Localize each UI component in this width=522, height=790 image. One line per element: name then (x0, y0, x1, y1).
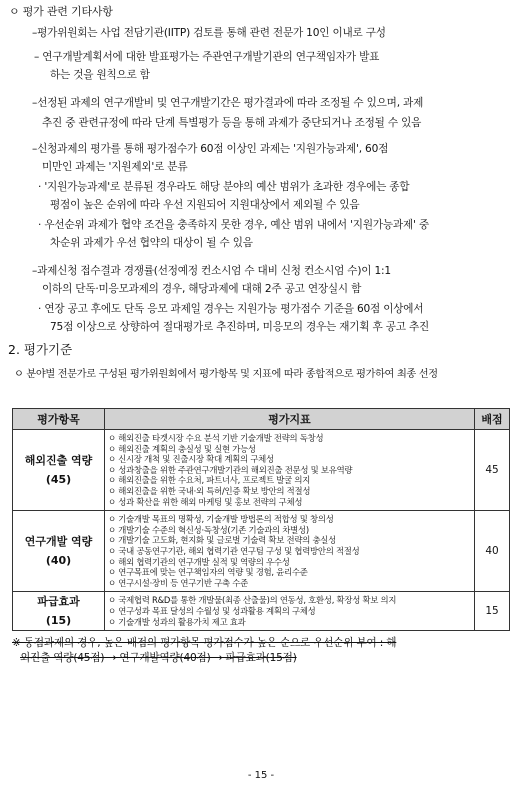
indicator-cell (105, 592, 475, 631)
indicator-item: ㅇ 성과창출을 위한 주관연구개발기관의 해외진출 전문성 및 보유역량 (108, 464, 353, 475)
table-row (13, 592, 510, 631)
category-name: 해외진출 역량 (24, 454, 93, 468)
note-line: –신청과제의 평가를 통해 평가점수가 60점 이상인 과제는 '지원가능과제', 60점 (32, 143, 389, 155)
note-line: 75점 이상으로 상향하여 절대평가로 추진하며, 미응모의 경우는 재기획 후 공고 추진 (50, 321, 430, 333)
category-cell (13, 430, 105, 511)
indicator-cell (105, 430, 475, 511)
footnote-line: ※ 동점과제의 경우, 높은 배점의 평가항목 평가점수가 높은 순으로 우선순위 부여 : 해 (12, 637, 397, 649)
indicator-item: ㅇ 연구성과 목표 달성의 수월성 및 성과활용 계획의 구체성 (108, 605, 316, 616)
table-row (13, 430, 510, 511)
note-line: –선정된 과제의 연구개발비 및 연구개발기간은 평가결과에 따라 조정될 수 있으며, 과제 (32, 97, 424, 109)
footnote-line: 외진출 역량(45점) → 연구개발역량(40점) → 파급효과(15점) (20, 652, 297, 664)
note-line: · 우선순위 과제가 협약 조건을 충족하지 못한 경우, 예산 범위 내에서 '지원가능과제' 중 (38, 219, 429, 231)
indicator-item: ㅇ 연구시설·장비 등 연구기반 구축 수준 (108, 577, 248, 588)
indicator-cell (105, 511, 475, 592)
note-line: 평점이 높은 순위에 따라 우선 지원되어 지원대상에서 제외될 수 있음 (50, 199, 360, 211)
category-points: (45) (45, 473, 72, 487)
indicator-item: ㅇ 국내 공동연구기관, 해외 협력기관 연구팀 구성 및 협력방안의 적절성 (108, 545, 360, 556)
table-header-row (13, 409, 510, 430)
indicator-item: ㅇ 국제협력 R&D를 통한 개발물(최종 산출물)의 연동성, 호환성, 확장성 확보 의지 (108, 595, 397, 606)
indicator-item: ㅇ 기술개발 성과의 활용가치 제고 효과 (108, 616, 246, 627)
table-row (13, 511, 510, 592)
indicator-item: ㅇ 신시장 개척 및 진출시장 확대 계획의 구체성 (108, 454, 274, 465)
note-line: 추진 중 관련규정에 따라 단계 특별평가 등을 통해 과제가 중단되거나 조정될 수 있음 (42, 117, 422, 129)
note-line: · '지원가능과제'로 분류된 경우라도 해당 분야의 예산 범위가 초과한 경우에는 종합 (38, 181, 410, 193)
heading: ㅇ 평가 관련 기타사항 (9, 5, 113, 18)
note-line: · 연장 공고 후에도 단독 응모 과제일 경우는 지원가능 평가점수 기준을 60점 이상에서 (38, 303, 424, 315)
note-line: –과제신청 접수결과 경쟁률(선정예정 컨소시엄 수 대비 신청 컨소시엄 수)이 1:1 (32, 265, 391, 277)
indicator-item: ㅇ 해외진출을 위한 국내·외 특허/인증 확보 방안의 적절성 (108, 485, 311, 496)
category-cell (13, 592, 105, 631)
indicator-item: ㅇ 해외 협력기관의 연구개발 실적 및 역량의 우수성 (108, 556, 290, 567)
indicator-item: ㅇ 개발기술 수준의 혁신성·독창성(기존 기술과의 차별성) (108, 524, 309, 535)
header-category: 평가항목 (13, 409, 105, 430)
category-name: 연구개발 역량 (24, 535, 93, 549)
header-score: 배점 (475, 409, 510, 430)
header-indicator: 평가지표 (105, 409, 475, 430)
indicator-item: ㅇ 기술개발 목표의 명확성, 기술개발 방법론의 적합성 및 창의성 (108, 514, 334, 525)
section-intro: ㅇ 분야별 전문가로 구성된 평가위원회에서 평가항목 및 지표에 따라 종합적으로 평가하여 최종 선정 (14, 369, 438, 380)
evaluation-table (12, 408, 510, 631)
note-line: 미만인 과제는 '지원제외'로 분류 (42, 161, 188, 173)
indicator-item: ㅇ 성과 확산을 위한 해외 마케팅 및 홍보 전략의 구체성 (108, 496, 303, 507)
note-line: – 연구개발계획서에 대한 발표평가는 주관연구개발기관의 연구책임자가 발표 (34, 51, 380, 63)
indicator-item: ㅇ 해외진출 타겟시장 수요 분석 기반 기술개발 전략의 독창성 (108, 433, 324, 443)
section-title: 2. 평가기준 (8, 342, 73, 357)
indicator-item: ㅇ 개발기술 고도화, 현지화 및 글로벌 기술력 확보 전략의 충실성 (108, 535, 336, 546)
indicator-item: ㅇ 해외진출을 위한 수요처, 파트너사, 프로젝트 발굴 의지 (108, 475, 311, 486)
category-points: (40) (45, 554, 72, 568)
note-line: 이하의 단독·미응모과제의 경우, 해당과제에 대해 2주 공고 연장실시 함 (42, 283, 362, 295)
note-line: 차순위 과제가 우선 협약의 대상이 될 수 있음 (50, 237, 253, 249)
page-number: - 15 - (247, 770, 275, 781)
indicator-item: ㅇ 해외진출 계획의 충실성 및 실현 가능성 (108, 443, 256, 454)
category-cell (13, 511, 105, 592)
indicator-item: ㅇ 연구목표에 맞는 연구책임자의 역량 및 경험, 윤리수준 (108, 567, 308, 578)
category-name: 파급효과 (37, 595, 80, 609)
score-cell: 15 (475, 592, 510, 631)
footnote (12, 636, 512, 666)
score-cell: 45 (475, 430, 510, 511)
category-points: (15) (45, 614, 72, 628)
score-cell: 40 (475, 511, 510, 592)
note-line: 하는 것을 원칙으로 함 (50, 69, 150, 81)
note-line: –평가위원회는 사업 전담기관(IITP) 검토를 통해 관련 전문가 10인 이내로 구성 (32, 27, 386, 39)
